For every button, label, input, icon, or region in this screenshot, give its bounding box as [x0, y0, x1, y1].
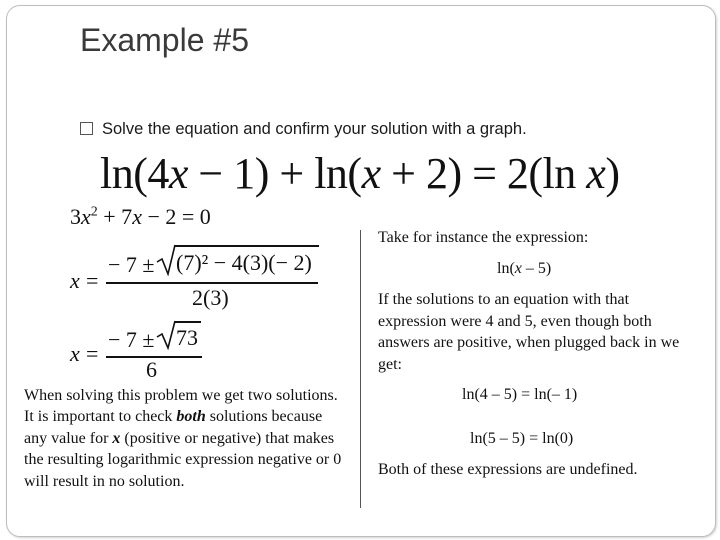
- eq-var: x: [70, 341, 80, 366]
- eq-part: ln(4: [100, 149, 169, 198]
- eq-var: x: [70, 268, 80, 293]
- radicand: (7)² − 4(3)(− 2): [176, 250, 312, 275]
- quadratic-equation: [70, 204, 211, 230]
- note-text: (positive or negative) that makes the resulting logarithmic expression negative or 0 will result in no solution.: [24, 429, 342, 490]
- eq-sign: =: [86, 268, 99, 293]
- left-explanation: [24, 385, 344, 492]
- eq-var: x: [81, 204, 91, 229]
- note-text: When solving this problem we get two solutions. It is important to check: [24, 387, 338, 426]
- eq-part: + 2) = 2(ln: [380, 149, 587, 198]
- bullet-instruction: [80, 120, 527, 139]
- radical-sign-icon: [156, 320, 176, 350]
- eq-var: x: [168, 149, 188, 198]
- eq-part: + 7: [97, 204, 133, 229]
- eq-part: ): [605, 149, 620, 198]
- radicand: 73: [176, 325, 198, 350]
- note-text: solutions because any value for: [24, 408, 323, 447]
- eq-var: x: [132, 204, 142, 229]
- radical-bar: [175, 245, 319, 247]
- evaluation-1: ln(4 – 5) = ln(– 1): [462, 386, 578, 403]
- eq-part: − 2 = 0: [141, 204, 211, 229]
- right-paragraph: If the solutions to an equation with that expression were 4 and 5, even though both answers are positive, when plugged back in we get:: [378, 291, 680, 373]
- right-intro: Take for instance the expression:: [378, 229, 589, 246]
- bullet-text: Solve the equation and confirm your solution with a graph.: [102, 120, 527, 138]
- radical-sign-icon: [156, 244, 176, 276]
- eq-exponent: 2: [90, 204, 98, 220]
- denominator: 6: [146, 357, 157, 382]
- eq-part: − 1) + ln(: [187, 149, 362, 198]
- evaluation-2: ln(5 – 5) = ln(0): [470, 430, 574, 447]
- expr-part: ln(: [497, 260, 515, 277]
- expr-part: – 5): [521, 260, 552, 277]
- eq-sign: =: [86, 341, 99, 366]
- fraction-bar: [106, 282, 318, 284]
- radical-bar: [175, 321, 201, 323]
- column-divider: [360, 230, 361, 508]
- numerator-prefix: − 7 ±: [108, 327, 155, 352]
- note-emphasis: x: [112, 429, 121, 447]
- square-bullet-icon: [80, 122, 93, 135]
- expr-var: x: [514, 260, 522, 277]
- slide-title: Example #5: [80, 22, 249, 58]
- note-emphasis: both: [176, 408, 206, 426]
- conclusion: Both of these expressions are undefined.: [378, 461, 638, 478]
- numerator-prefix: − 7 ±: [108, 252, 155, 277]
- example-expression: [497, 260, 551, 278]
- eq-part: 3: [70, 204, 81, 229]
- denominator: 2(3): [192, 285, 229, 310]
- eq-var: x: [361, 149, 381, 198]
- eq-var: x: [586, 149, 606, 198]
- main-equation: [100, 148, 619, 199]
